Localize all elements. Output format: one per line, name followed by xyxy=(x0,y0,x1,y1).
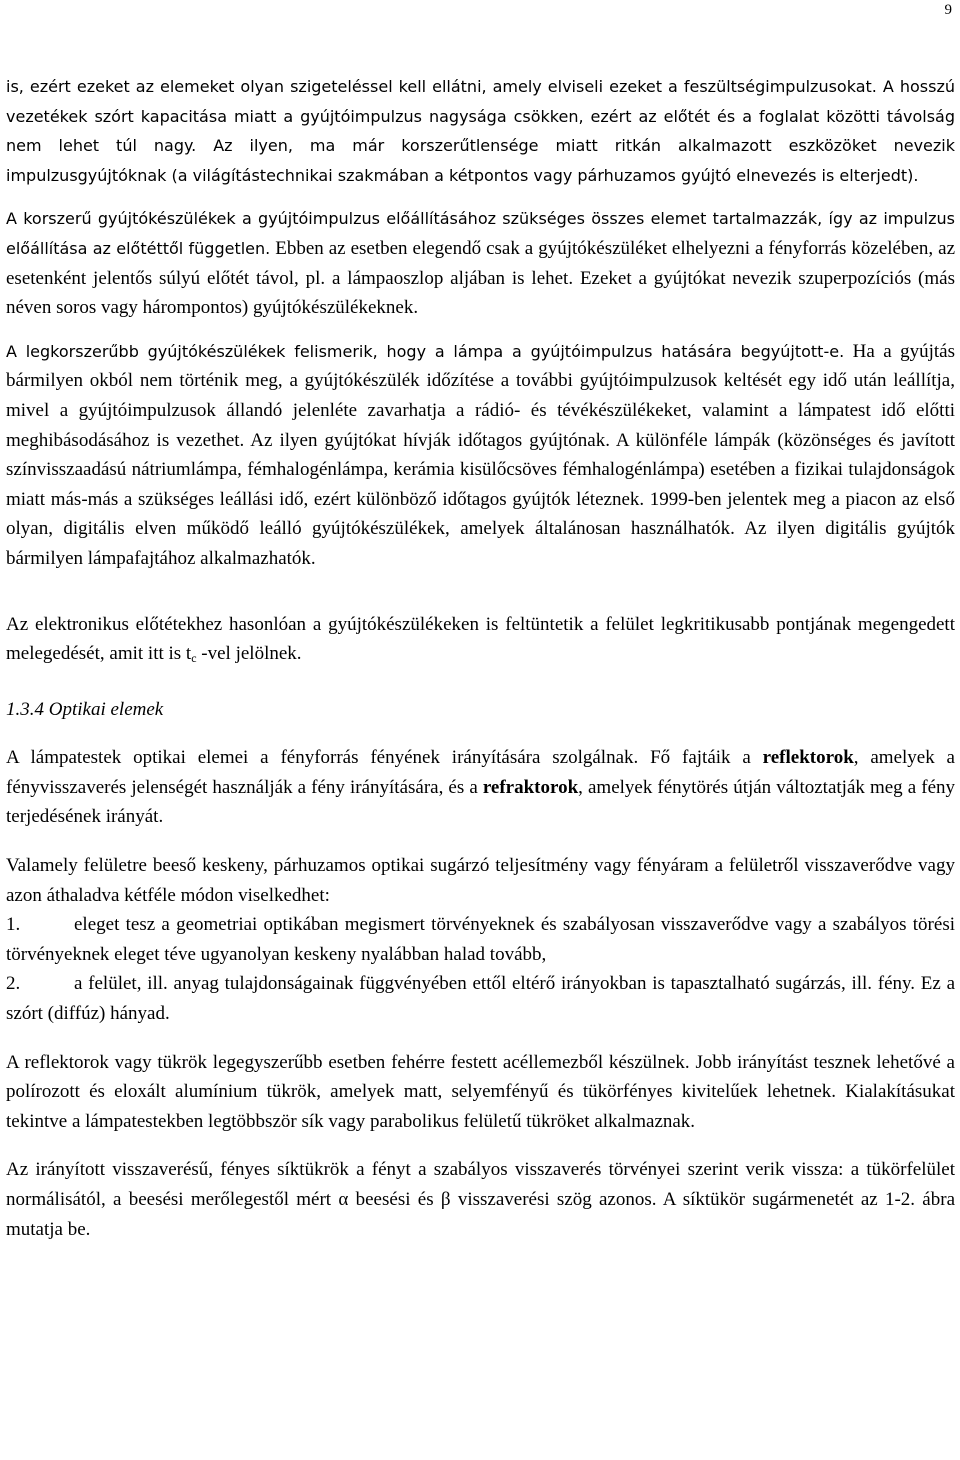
paragraph-text: , amelyek a fényvisszaverés jelenségét használják a fény irányítására, és a xyxy=(6,747,955,798)
paragraph-text: A korszerű gyújtókészülékek a gyújtóimpulzus előállításához szükséges összes elemet tartalmazzák, így az impulzus előállítása az előtéttől független. xyxy=(6,209,955,258)
symbol-beta: β xyxy=(440,1189,451,1210)
paragraph-text: , amelyek fénytörés útján változtatják meg a fény terjedésének irányát. xyxy=(6,776,955,828)
symbol-alpha: α xyxy=(338,1189,349,1210)
list-number: 2. xyxy=(6,973,21,995)
section-heading: 1.3.4 Optikai elemek xyxy=(6,698,164,720)
paragraph-optical-elements xyxy=(6,743,955,832)
list-text: eleget tesz a geometriai optikában megismert törvényeknek és szabályosan visszaverődve vagy a szabályos törési törvényeknek eleget téve ugyanolyan keskeny nyalábban halad tovább, xyxy=(6,914,955,965)
term-refraktorok: refraktorok xyxy=(482,776,579,798)
paragraph-text: A legkorszerűbb gyújtókészülékek felismerik, hogy a lámpa a gyújtóimpulzus hatására begyújtott-e. xyxy=(6,341,845,361)
paragraph-text: Az irányított visszaverésű, fényes síktükrök a fényt a szabályos visszaverés törvényei szerint verik vissza: a tükörfelület normálisától, a beesési merőlegestől mért xyxy=(6,1159,955,1210)
paragraph-text: visszaverési szög azonos. A síktükör sugármenetét az 1-2. ábra mutatja be. xyxy=(6,1189,956,1240)
paragraph-timed-igniters xyxy=(6,337,955,574)
list-text: a felület, ill. anyag tulajdonságainak függvényében ettől eltérő irányokban is tapasztalható sugárzás, ill. fény. Ez a szórt (diffúz) hányad. xyxy=(6,973,955,1025)
list-item-2 xyxy=(6,969,955,1028)
paragraph-text: A lámpatestek optikai elemei a fényforrás fényének irányítására szolgálnak. Fő fajtáik a xyxy=(6,747,763,769)
list-item-1 xyxy=(6,910,955,969)
paragraph-impulse-igniters: is, ezért ezeket az elemeket olyan szigeteléssel kell ellátni, amely elviseli ezeket a feszültségimpulzusokat. A hosszú vezetékek szórt kapacitása miatt a gyújtóimpulzus nagysága csökken, ezért az előtét és a foglalat közötti távolság nem lehet túl nagy. Az ilyen, ma már korszerűtlensége miatt ritkán alkalmazott eszközöket nevezik impulzusgyújtóknak (a világítástechnikai szakmában a kétpontos vagy párhuzamos gyújtó elnevezés is elterjedt). xyxy=(6,77,955,185)
paragraph-text: Ha a gyújtás bármilyen okból nem történik meg, a gyújtókészülék időzítése a további gyújtóimpulzusok keltését egy idő után leállítja, mivel a gyújtóimpulzusok állandó jelenléte zavarhatja a rádió- és tévékészülékeket, valamint a lámpatest idő előtti meghibásodásához is vezethet. Az ilyen gyújtókat hívják időtagos gyújtónak. A különféle lámpák (közönséges és javított színvisszaadású nátriumlámpa, fémhalogénlámpa, kerámia kisülőcsöves fémhalogénlámpa) esetében a fizikai tulajdonságok miatt más-más a szükséges leállási idő, ezért különböző időtagos gyújtók léteznek. 1999-ben jelentek meg a piacon az első olyan, digitális elven működő leálló gyújtókészülékek, amelyek általánosan használhatók. Az ilyen digitális gyújtók bármilyen lámpafajtához alkalmazhatók. xyxy=(6,340,955,569)
paragraph-text: beesési és xyxy=(348,1189,441,1210)
paragraph-text: Az elektronikus előtétekhez hasonlóan a gyújtókészülékeken is feltüntetik a felület legkritikusabb pontjának megengedett melegedését, amit itt is t xyxy=(6,613,955,665)
paragraph-radiation-behaviour: Valamely felületre beeső keskeny, párhuzamos optikai sugárzó teljesítmény vagy fényáram a felületről visszaverődve vagy azon áthaladva kétféle módon viselkedhet: xyxy=(6,855,955,906)
paragraph-text: Ebben az esetben elegendő csak a gyújtókészüléket elhelyezni a fényforrás közelében, az esetenként jelentős súlyú előtét távol, pl. a lámpaoszlop aljában is lehet. Ezeket a gyújtókat nevezik szuperpozíciós (más néven soros vagy hárompontos) gyújtókészülékeknek. xyxy=(6,237,956,319)
term-reflektorok: reflektorok xyxy=(762,747,854,769)
document-body xyxy=(6,72,955,1244)
paragraph-surface-temperature xyxy=(6,610,955,669)
paragraph-text: -vel jelölnek. xyxy=(196,643,302,665)
paragraph-modern-igniters xyxy=(6,204,955,322)
paragraph-reflectors: A reflektorok vagy tükrök legegyszerűbb esetben fehérre festett acéllemezből készülnek. Jobb irányítást tesznek lehetővé a polírozott és eloxált alumínium tükrök, amelyek matt, selyemfényű és tükörfényes kivitelűek lehetnek. Kialakításukat tekintve a lámpatestekben legtöbbször sík vagy parabolikus felületű tükröket alkalmaznak. xyxy=(6,1051,955,1132)
list-number: 1. xyxy=(6,914,21,936)
page-number: 9 xyxy=(944,2,952,18)
paragraph-plane-mirrors xyxy=(6,1155,955,1244)
subscript: c xyxy=(191,651,197,666)
